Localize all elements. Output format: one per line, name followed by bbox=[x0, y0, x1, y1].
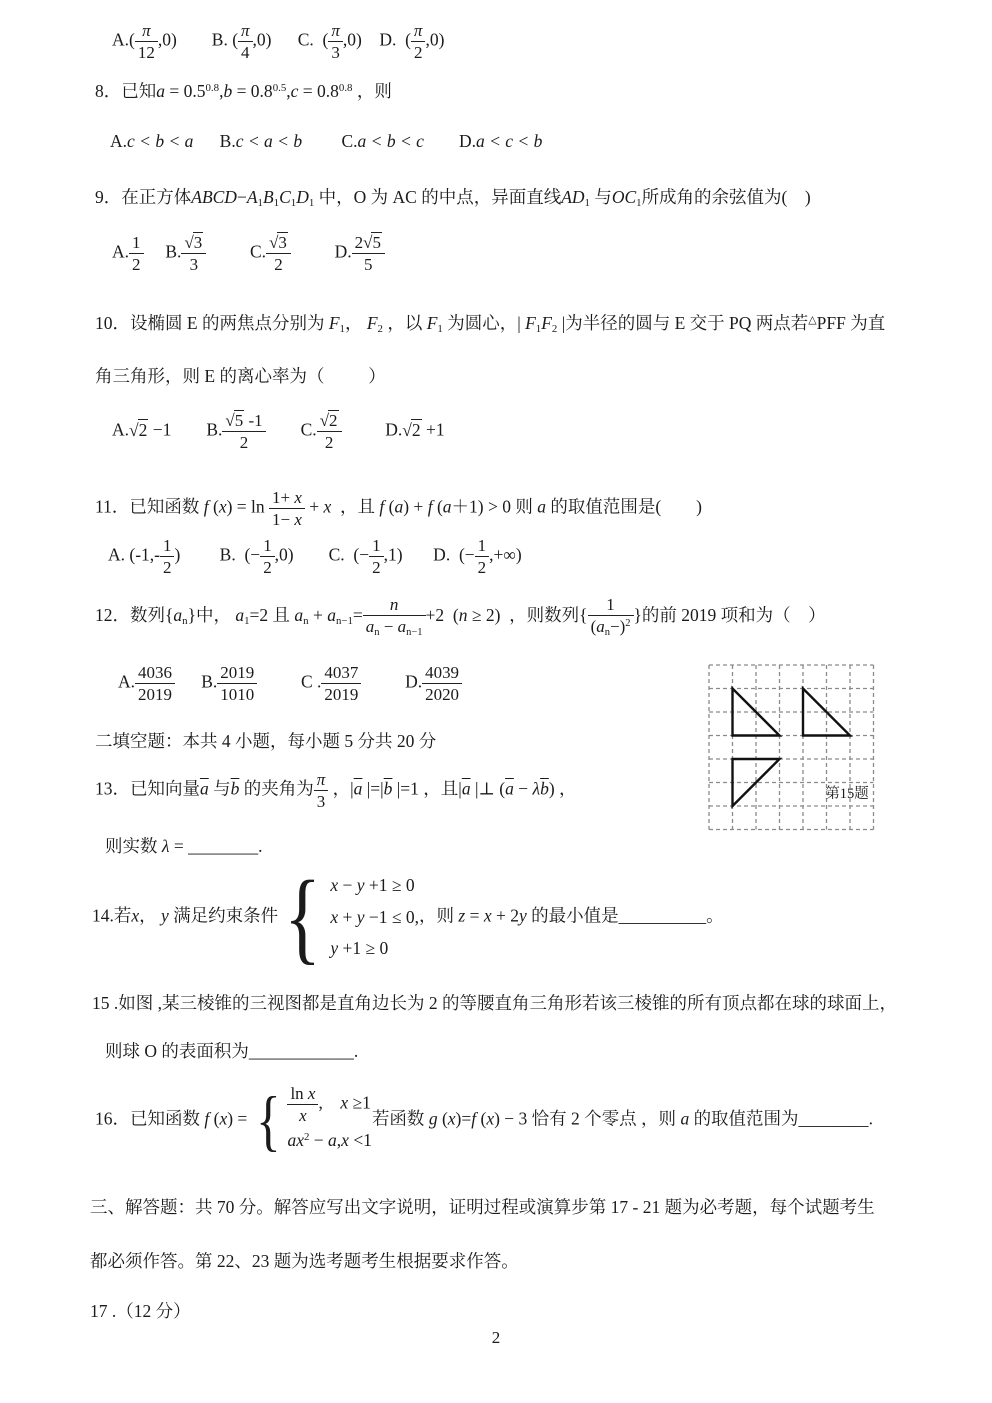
q10-text-line2: 角三角形，则 E 的离心率为（ ） bbox=[95, 366, 386, 386]
figure-15 bbox=[707, 663, 876, 837]
q11-options: A. (-1,- $\frac{1}{2}$ ) B. (− $\frac{1}{2}$ ,0) C. (− $\frac{1}{2}$ ,1) D. (− $\frac{1}{2}$ ,+∞) bbox=[108, 536, 522, 577]
q17-text: 17 .（12 分） bbox=[90, 1301, 191, 1321]
q13-text-line2: 则实数 λ = ________. bbox=[105, 836, 263, 856]
q12-options: A. $\frac{4036}{2019}$ B. $\frac{2019}{1010}$ C . $\frac{4037}{2019}$ D. $\frac{4039}{2020}$ bbox=[118, 663, 462, 704]
section3-heading-line1: 三、解答题：共 70 分。解答应写出文字说明，证明过程或演算步第 17 - 21 题为必考题，每个试题考生 bbox=[90, 1197, 875, 1217]
section3-heading-line2: 都必须作答。第 22、23 题为选考题考生根据要求作答。 bbox=[90, 1251, 519, 1271]
q15-text-line1: 15 .如图 ,某三棱锥的三视图都是直角边长为 2 的等腰直角三角形若该三棱锥的所有顶点都在球的球面上， bbox=[92, 993, 897, 1013]
q10-options: A.√2 −1 B. $\frac{√5 -1}{2}$ C. $\frac{√2}{2}$ D.√2 +1 bbox=[112, 411, 445, 452]
q12-text: 12．数列$\{a_n\}$中， $a_1=2$ 且 $a_n + a_{n-1}=$ $\frac{n}{a_n - a_{n-1}}$ +2 (n ≥ 2) ，则数列{ $\frac{1}{(a_n-)^2}$ }的前 2019 项和为（ ） bbox=[95, 595, 826, 638]
q8-options: A.c < b < a B.c < a < b C.a < b < c D.a < c < b bbox=[110, 131, 543, 151]
three-view-grid bbox=[707, 663, 876, 832]
section2-heading: 二填空题：本共 4 小题，每小题 5 分共 20 分 bbox=[95, 731, 437, 751]
q8-text: 8．已知$a = 0.5^{0.8},b = 0.8^{0.5},c = 0.8^{0.8}$ ，则 bbox=[95, 81, 392, 101]
figure-label: 第15题 bbox=[825, 785, 869, 802]
q9-text: 9．在正方体$ABCD-A_1B_1C_1D_1$ 中，O 为 AC 的中点，异面直线$AD_1$ 与$OC_1$所成角的余弦值为( ) bbox=[95, 187, 811, 210]
q11-text: 11．已知函数 f (x) = ln $\frac{1+ x}{1- x}$ + x ，且 f (a) + f (a＋1) > 0 则 a 的取值范围是( ) bbox=[95, 488, 702, 529]
page-number: 2 bbox=[491, 1328, 501, 1347]
q16-text: 16．已知函数 f (x) = { $\frac{\text{ln x}}{x}$ , x ≥1 $ax^2 - a,x <1$ 若函数 g (x)=f (x) − 3 恰有 2 个零点 ，则 a 的取值范围为________. bbox=[95, 1082, 873, 1159]
q13-text: 13．已知向量$\overline{a}$ 与$\overline{b}$ 的夹角为 $\frac{\pi}{3}$ ，$|\overline{a}$ $|=|\overline{b}$ |=1 ，且$|\overline{a}$ |⊥ $(\overline{a} - \lambda\overline{b})$ ， bbox=[95, 770, 577, 811]
q7-options: A.( $\frac{\pi}{12}$ ,0) B. ( $\frac{\pi}{4}$ ,0) C. ( $\frac{\pi}{3}$ ,0) D. ( $\frac{\pi}{2}$ ,0) bbox=[112, 21, 445, 62]
q14-text: 14.若x， y 满足约束条件 { x − y +1 ≥ 0 x + y −1 ≤ 0, y +1 ≥ 0 ，则 z = x + 2y 的最小值是__________。 bbox=[92, 860, 724, 974]
q10-text-line1: 10．设椭圆 E 的两焦点分别为 $F_1$， $F_2$ ，以 $F_1$ 为圆心，| $F_1F_2$ |为半径的圆与 E 交于 PQ 两点若△PFF 为直 bbox=[95, 313, 886, 336]
q15-text-line2: 则球 O 的表面积为____________. bbox=[105, 1041, 359, 1061]
q9-options: A. $\frac{1}{2}$ B. $\frac{√3}{3}$ C. $\frac{√3}{2}$ D. $\frac{2√5}{5}$ bbox=[112, 233, 385, 274]
